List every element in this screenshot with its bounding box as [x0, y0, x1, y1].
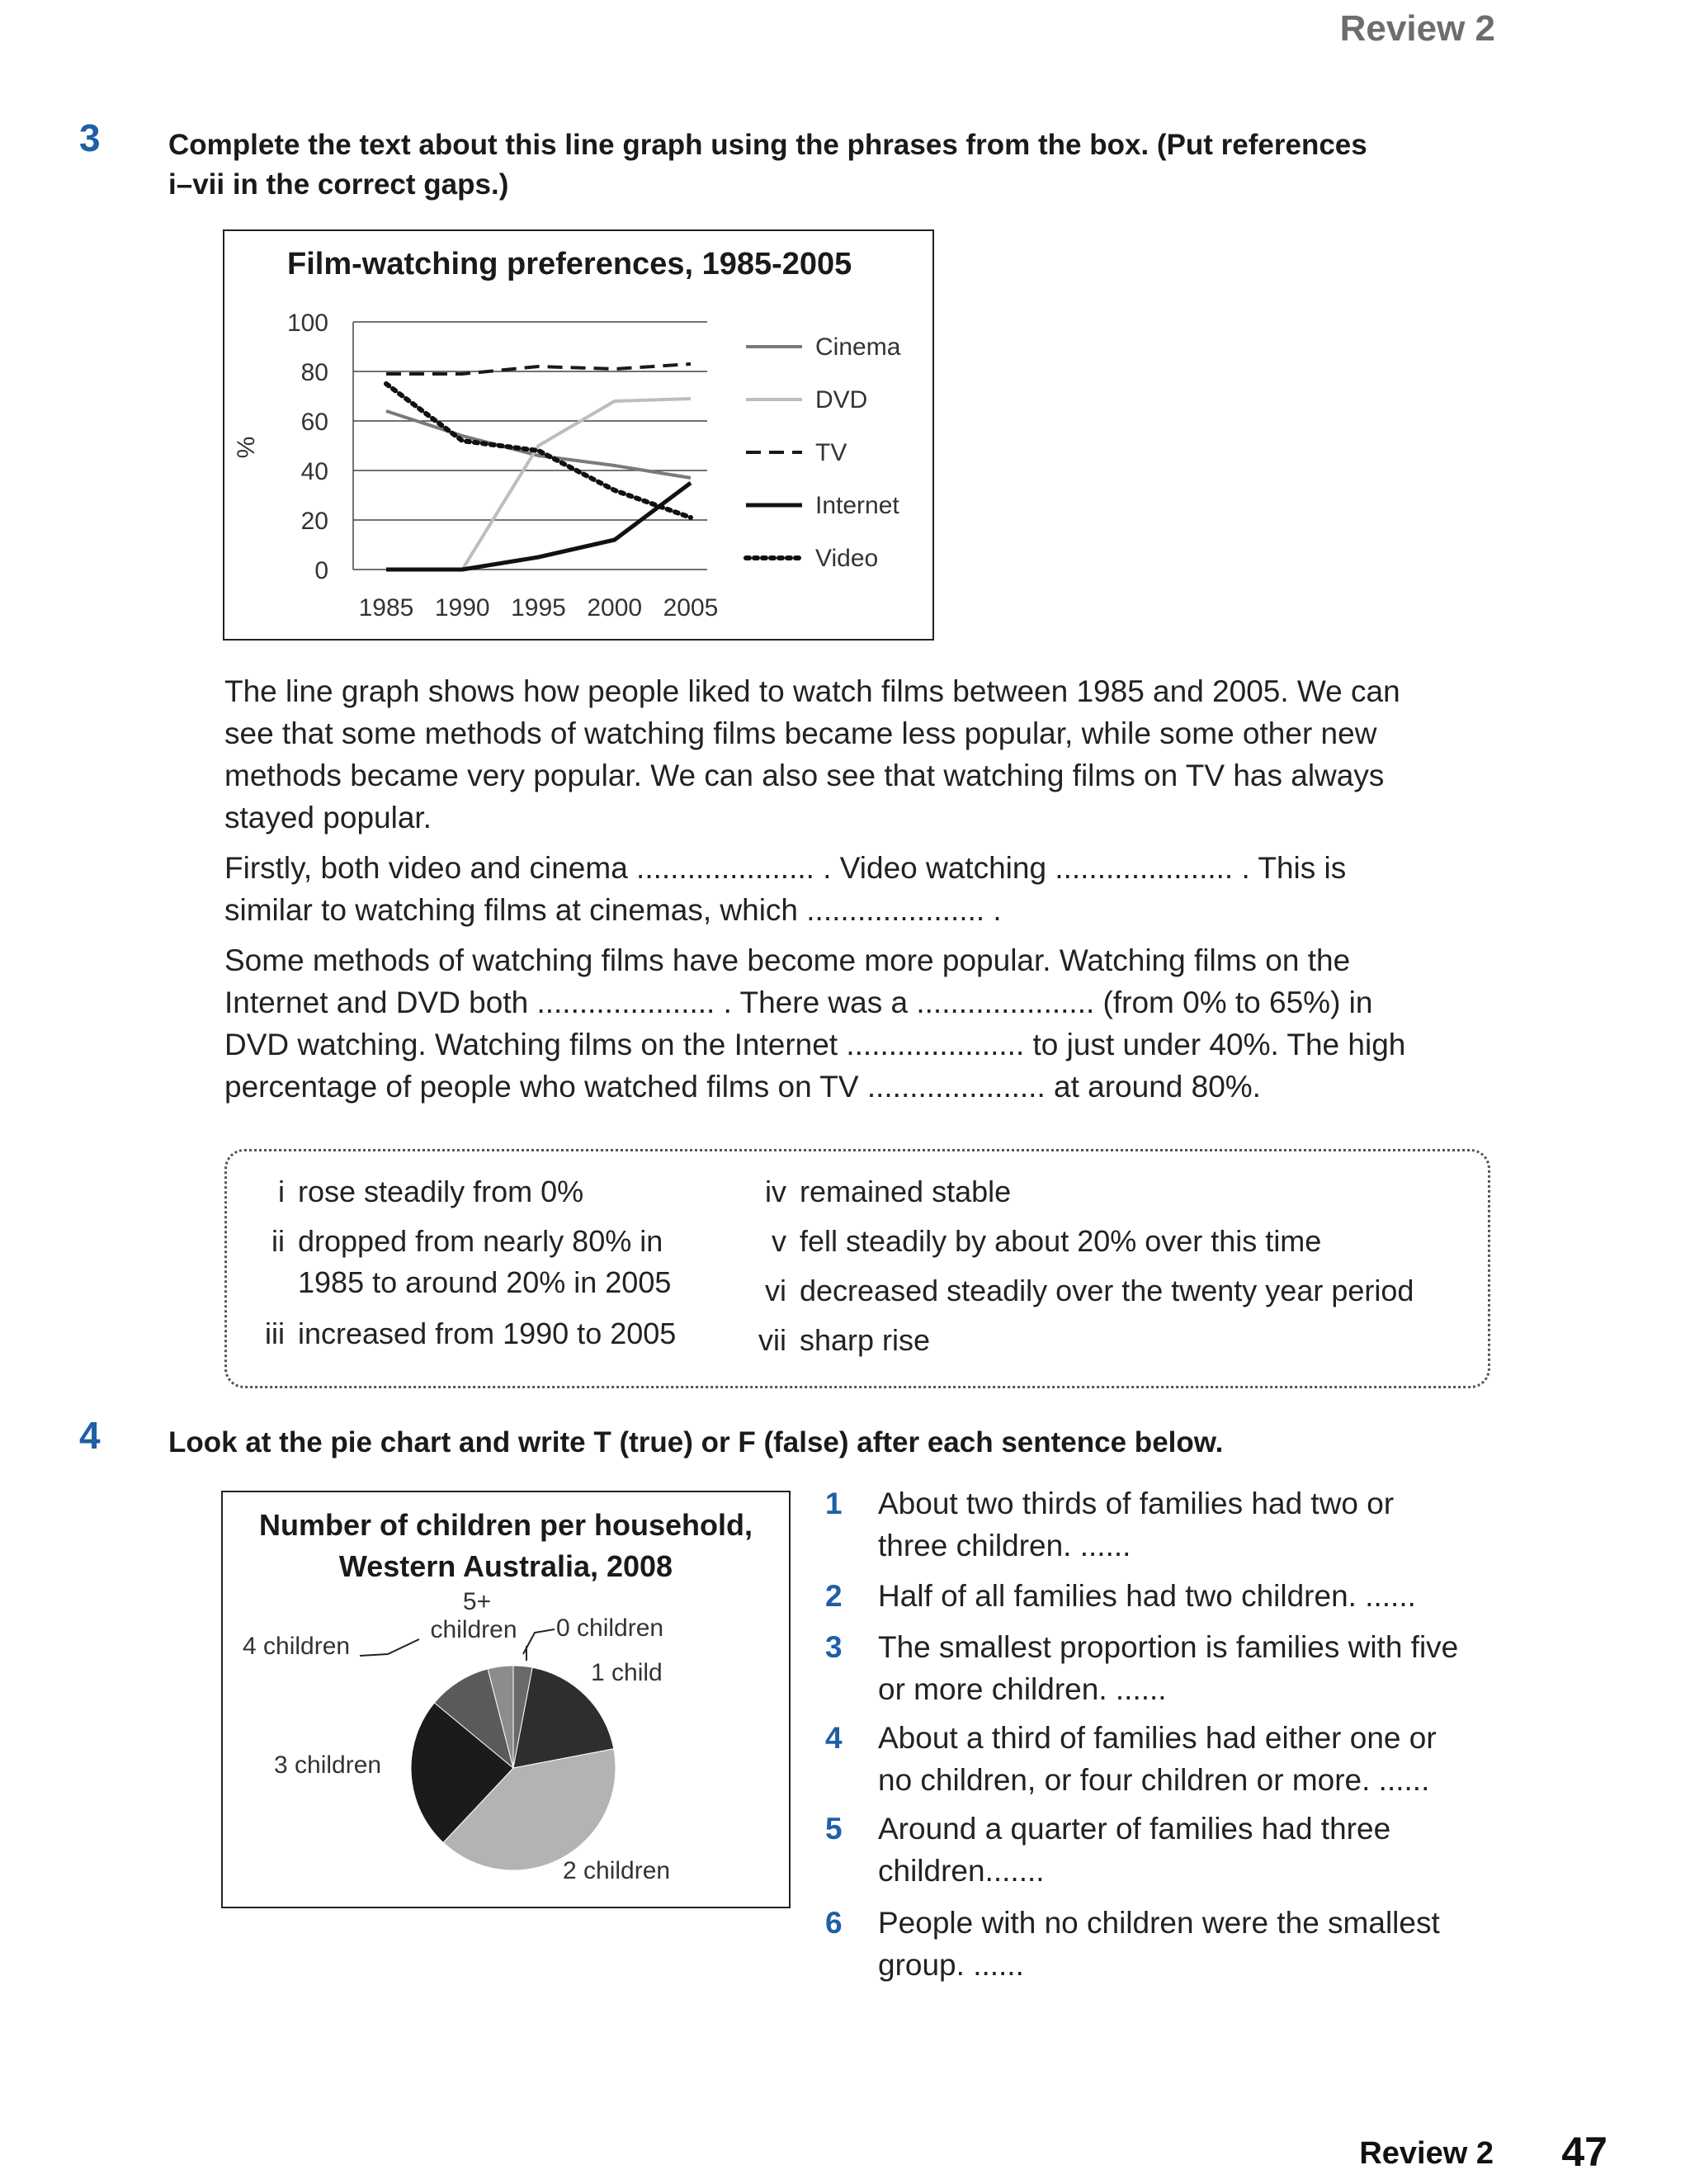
footer-label: Review 2 — [1359, 2136, 1494, 2171]
exercise-4-instruction: Look at the pie chart and write T (true) or F (false) after each sentence below. — [168, 1426, 1224, 1458]
phrase-item-i: i rose steadily from 0% — [278, 1175, 584, 1208]
x-tick-labels — [359, 594, 719, 622]
x-tick-label: 2005 — [663, 594, 719, 622]
pie-label-3-children: 3 children — [274, 1751, 382, 1779]
text-line: stayed popular. — [224, 801, 432, 834]
pie-label-0-children: 0 children — [556, 1614, 664, 1642]
leader-line-4-children — [360, 1639, 419, 1656]
series-line-tv — [386, 364, 691, 374]
leader-line-0-children — [523, 1629, 555, 1654]
line-chart-figure — [223, 229, 934, 641]
chart-legend — [746, 333, 901, 572]
phrase-box — [224, 1149, 1490, 1388]
paragraph-decline — [224, 847, 1512, 931]
y-tick-label: 100 — [286, 310, 328, 337]
paragraph-rise — [224, 939, 1528, 1108]
x-tick-label: 1995 — [511, 594, 566, 622]
instruction-line: Complete the text about this line graph using the phrases from the box. (Put references — [168, 129, 1367, 161]
legend-label-internet: Internet — [815, 492, 899, 519]
text-line: Internet and DVD both ..................... . There was a ..................... (from 0% to 65%) in — [224, 986, 1373, 1019]
statement-5: 5 Around a quarter of families had three children....... — [825, 1812, 1391, 1888]
phrase-item-vii: vii sharp rise — [758, 1323, 931, 1357]
y-axis-label: % — [233, 436, 260, 459]
text-line: Some methods of watching films have become more popular. Watching films on the — [224, 943, 1351, 977]
legend-label-video: Video — [815, 545, 879, 572]
y-tick-label: 20 — [300, 508, 328, 535]
pie-label-4-children: 4 children — [243, 1633, 351, 1660]
statement-4: 4 About a third of families had either one or no children, or four children or more. ...... — [825, 1721, 1437, 1797]
page-header-title: Review 2 — [1339, 8, 1495, 49]
phrase-item-ii: ii dropped from nearly 80% in 1985 to around 20% in 2005 — [271, 1224, 672, 1299]
x-tick-label: 1990 — [434, 594, 490, 622]
text-line: similar to watching films at cinemas, which ..................... . — [224, 893, 1002, 927]
y-tick-label: 60 — [300, 409, 328, 436]
exercise-3-instruction — [168, 125, 1505, 205]
pie-slices — [411, 1666, 616, 1870]
instruction-line: i–vii in the correct gaps.) — [168, 168, 509, 201]
legend-label-cinema: Cinema — [815, 333, 901, 361]
pie-chart-figure — [221, 1491, 791, 1908]
pie-label-5plus-line2: children — [430, 1616, 517, 1643]
pie-title-line2: Western Australia, 2008 — [338, 1549, 673, 1583]
y-tick-label: 40 — [300, 458, 328, 485]
pie-title-line1: Number of children per household, — [258, 1508, 753, 1542]
paragraph-intro — [224, 670, 1512, 839]
statement-3: 3 The smallest proportion is families with five or more children. ...... — [825, 1630, 1459, 1706]
statement-2: 2 Half of all families had two children. ...... — [825, 1579, 1416, 1613]
pie-label-5plus-line1: 5+ — [462, 1588, 492, 1615]
phrase-item-iv: iv remained stable — [765, 1175, 1012, 1208]
line-chart — [224, 231, 932, 639]
phrase-item-iii: iii increased from 1990 to 2005 — [265, 1317, 677, 1350]
legend-label-dvd: DVD — [815, 386, 868, 414]
series-line-internet — [386, 483, 691, 570]
chart-series — [386, 364, 691, 570]
exercise-4-number: 4 — [79, 1414, 101, 1457]
page-number: 47 — [1561, 2129, 1607, 2175]
x-tick-label: 2000 — [587, 594, 643, 622]
exercise-3-number: 3 — [79, 116, 101, 159]
y-tick-labels — [287, 310, 328, 584]
phrase-item-v: v fell steadily by about 20% over this time — [772, 1224, 1322, 1258]
chart-gridlines — [353, 322, 707, 570]
pie-label-1-child: 1 child — [591, 1659, 663, 1686]
phrase-item-vi: vi decreased steadily over the twenty year period — [765, 1274, 1414, 1307]
legend-label-tv: TV — [815, 439, 847, 466]
statement-6: 6 People with no children were the smallest group. ...... — [825, 1906, 1440, 1982]
text-line: methods became very popular. We can also see that watching films on TV has always — [224, 759, 1385, 792]
chart-title: Film-watching preferences, 1985-2005 — [287, 247, 852, 281]
text-line: The line graph shows how people liked to watch films between 1985 and 2005. We can — [224, 674, 1400, 708]
text-line: DVD watching. Watching films on the Internet ..................... to just under 40%. The high — [224, 1028, 1406, 1061]
text-line: percentage of people who watched films on TV ..................... at around 80%. — [224, 1070, 1261, 1104]
text-line: Firstly, both video and cinema ..................... . Video watching ..................... . This is — [224, 851, 1347, 885]
x-tick-label: 1985 — [358, 594, 414, 622]
y-tick-label: 80 — [300, 359, 328, 386]
pie-chart — [223, 1492, 789, 1907]
y-tick-label: 0 — [314, 557, 328, 584]
statement-1: 1 About two thirds of families had two or three children. ...... — [825, 1487, 1395, 1562]
text-line: see that some methods of watching films became less popular, while some other new — [224, 716, 1377, 750]
pie-label-2-children: 2 children — [563, 1857, 671, 1884]
series-line-video — [386, 384, 691, 518]
